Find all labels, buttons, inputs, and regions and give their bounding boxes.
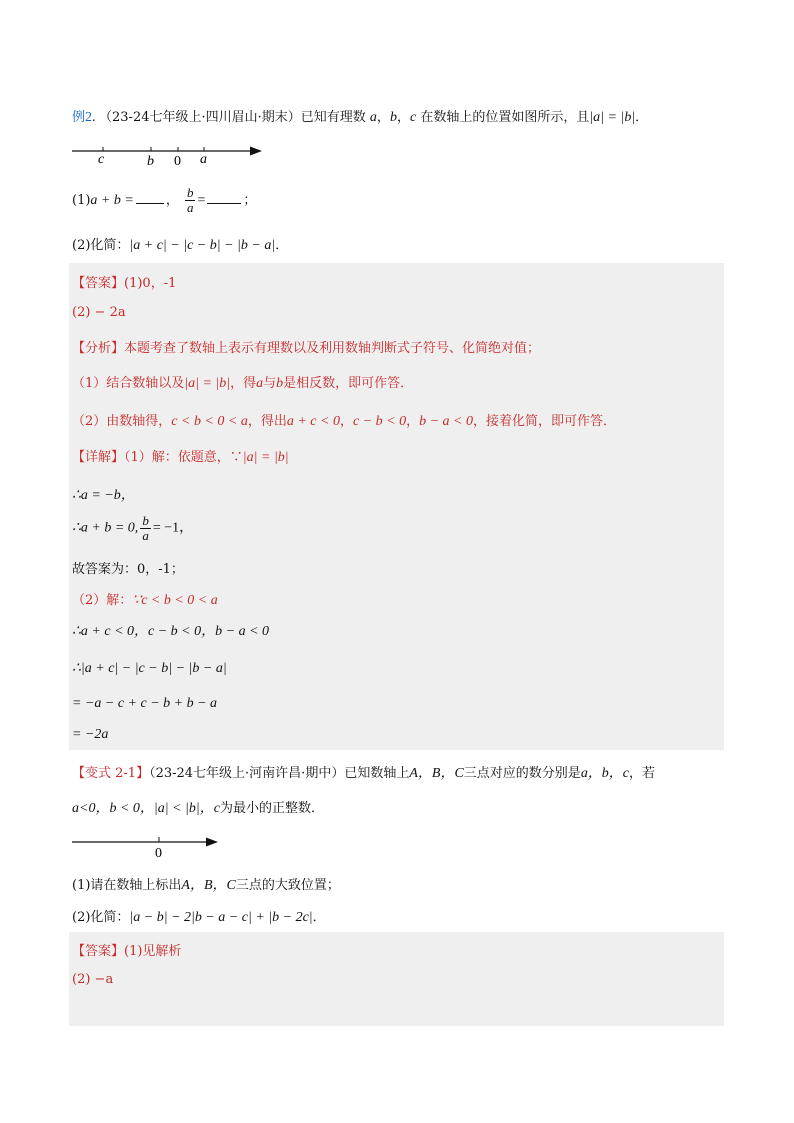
answer-tag: 【答案】 (72, 276, 125, 291)
axis-arrow (206, 838, 218, 847)
variant21-question-2: (2)化简：|a − b| − 2|b − a − c| + |b − 2c|． (72, 910, 326, 925)
example2-stem: 例2. （23-24七年级上·四川眉山·期末）已知有理数 a，b，c 在数轴上的位置如图所示，且|a| = |b|． (72, 110, 649, 125)
detail-line-3: ∴a + b = 0, $\frac{b}{a}$ = −1， (72, 513, 194, 543)
axis-label-b: b (147, 154, 154, 169)
analysis-tag: 【分析】 (72, 341, 125, 356)
answer-blank-1 (136, 202, 164, 204)
example2-source: （23-24七年级上·四川眉山·期末） (99, 110, 301, 125)
axis-label-a: a (200, 152, 207, 167)
answer-tag: 【答案】 (72, 944, 125, 959)
answer-line-2: (2) − 2a (72, 305, 126, 320)
example-number: 2 (85, 110, 93, 125)
detail-line-5: （2）解：∵c < b < 0 < a (72, 593, 218, 608)
detail-line-6: ∴a + c < 0，c − b < 0，b − a < 0 (72, 624, 270, 639)
variant21-answer-2: (2) −a (72, 972, 114, 987)
example2-question-2: (2)化简：|a + c| − |c − b| − |b − a|． (72, 238, 289, 253)
example-label: 例 (72, 110, 86, 125)
variant21-answer-1: 【答案】(1)见解析 (72, 944, 182, 959)
variant21-question-1: (1)请在数轴上标出A，B，C三点的大致位置； (72, 878, 340, 893)
axis-label-0: 0 (174, 154, 181, 169)
fraction-b-over-a-detail: $\frac{b}{a}$ (142, 513, 149, 543)
variant21-stem: 【变式 2-1】（23-24七年级上·河南许昌·期中）已知数轴上A，B，C三点对应的数分别是a，b，c，若 (72, 766, 656, 781)
answer-line-1: 【答案】(1)0，-1 (72, 276, 177, 291)
detail-line-7: ∴|a + c| − |c − b| − |b − a| (72, 661, 227, 676)
analysis-point-1: （1）结合数轴以及|a| = |b|，得a与b是相反数，即可作答． (72, 376, 414, 391)
fraction-b-over-a: $\frac{b}{a}$ (186, 185, 194, 215)
detail-line-4: 故答案为：0，-1； (72, 562, 184, 577)
axis-label-c: c (98, 152, 105, 167)
analysis-line: 【分析】本题考查了数轴上表示有理数以及利用数轴判断式子符号、化简绝对值； (72, 341, 541, 356)
axis-label-0: 0 (155, 846, 162, 861)
analysis-point-2: （2）由数轴得，c < b < 0 < a，得出a + c < 0，c − b < 0，b − a < 0，接着化简，即可作答． (72, 414, 617, 429)
variant-tag: 【变式 2-1】 (72, 766, 150, 781)
variant21-number-line (70, 832, 230, 862)
detail-line-9: = −2a (72, 727, 109, 742)
answer-blank-2 (207, 202, 241, 204)
example2-question-1: (1)a + b = ， $\frac{b}{a}$ = ； (72, 185, 257, 215)
detail-line-2: ∴a = −b， (72, 488, 135, 503)
detail-line-8: = −a − c + c − b + b − a (72, 696, 218, 711)
detail-tag: 【详解】 (72, 450, 125, 465)
detail-line-1: 【详解】（1）解：依题意，∵|a| = |b| (72, 450, 289, 465)
example2-condition: |a| = |b| (589, 110, 636, 125)
example2-number-line (70, 140, 270, 170)
axis-arrow (250, 147, 262, 156)
example2-stem-mid: 在数轴上的位置如图所示，且 (420, 110, 590, 125)
example2-stem-text: 已知有理数 (300, 110, 366, 125)
variant21-condition: a<0，b < 0，|a| < |b|，c为最小的正整数． (72, 801, 324, 816)
